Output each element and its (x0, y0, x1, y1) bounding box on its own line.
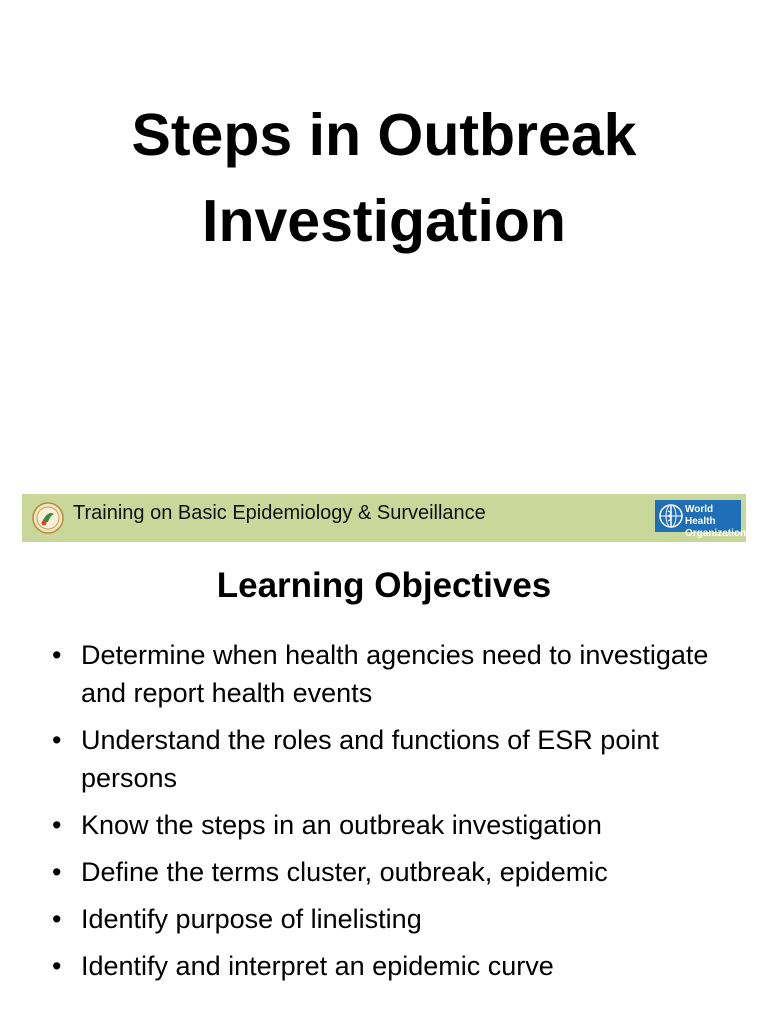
list-item (52, 853, 752, 891)
bullet: • (52, 857, 62, 887)
slide-title (0, 92, 768, 264)
who-emblem-icon (658, 503, 684, 529)
objective-text: Determine when health agencies need to investigate and report health events (81, 640, 709, 708)
objective-text: Know the steps in an outbreak investigation (81, 810, 602, 840)
list-item (52, 721, 752, 797)
who-text (685, 504, 747, 540)
list-item (52, 636, 752, 712)
list-item (52, 947, 752, 985)
bullet: • (52, 640, 62, 670)
training-banner (22, 494, 746, 542)
who-logo (655, 500, 747, 539)
learning-objectives-title: Learning Objectives (216, 566, 552, 605)
bullet: • (52, 810, 62, 840)
objective-text: Identify purpose of linelisting (81, 904, 422, 934)
doh-seal-icon (32, 502, 64, 534)
bullet: • (52, 951, 62, 981)
objective-text: Define the terms cluster, outbreak, epidemic (81, 857, 608, 887)
objectives-list (52, 636, 752, 994)
list-item (52, 806, 752, 844)
who-text-line-2: Organization (685, 528, 747, 539)
objective-text: Identify and interpret an epidemic curve (81, 951, 554, 981)
bullet: • (52, 725, 62, 755)
slide-title-line-1: Steps in Outbreak (131, 102, 637, 168)
bullet: • (52, 904, 62, 934)
list-item (52, 900, 752, 938)
banner-text: Training on Basic Epidemiology & Surveillance (73, 502, 486, 524)
who-text-line-1: World Health (685, 504, 716, 527)
objective-text: Understand the roles and functions of ESR point persons (81, 725, 659, 793)
slide-title-line-2: Investigation (202, 188, 566, 254)
